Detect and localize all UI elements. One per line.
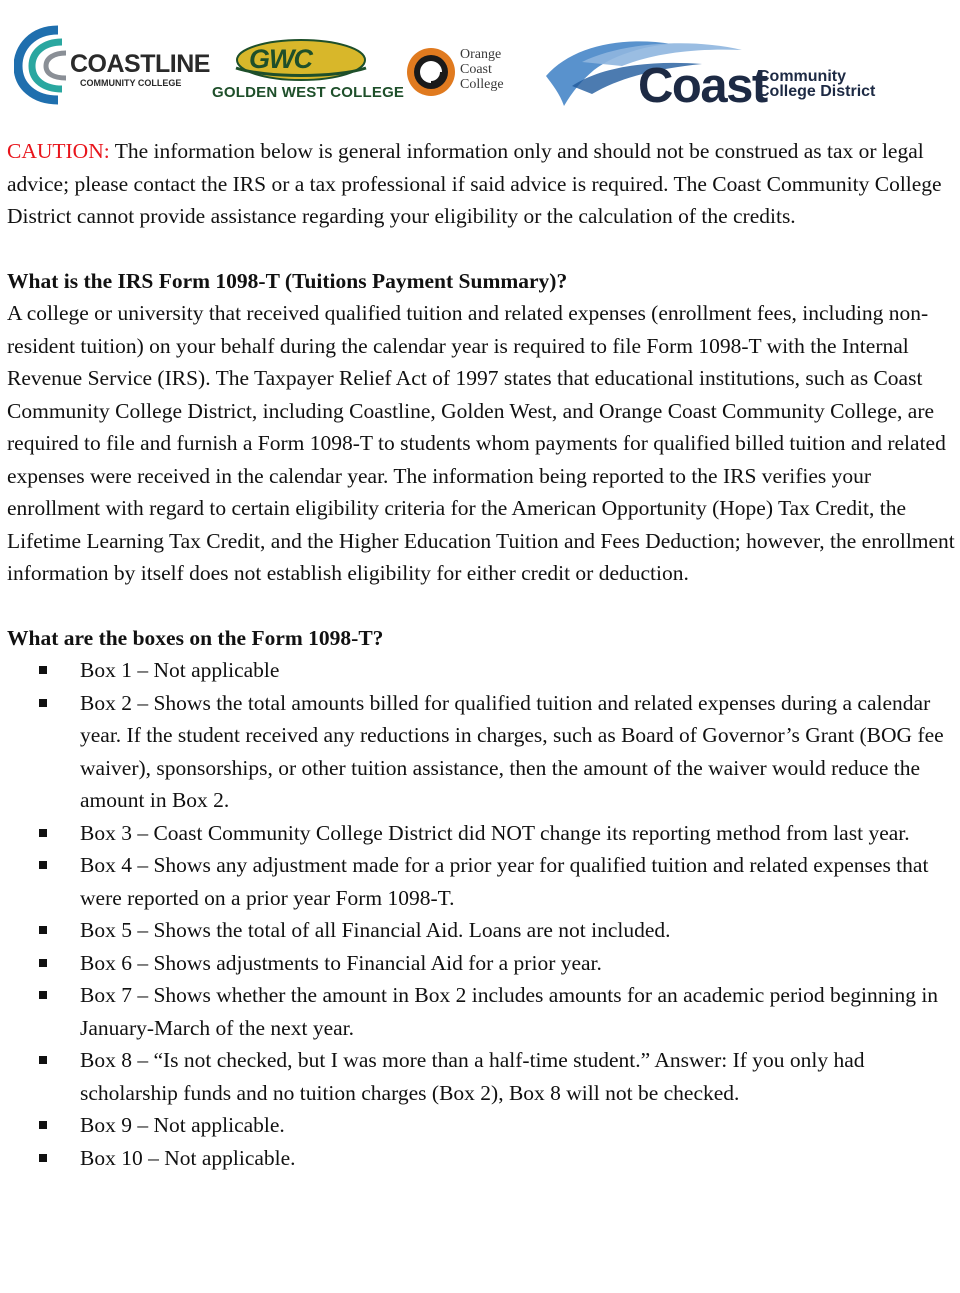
box-8-item <box>7 1044 957 1109</box>
box-5-text: Box 5 – Shows the total of all Financial Aid. Loans are not included. <box>80 918 671 942</box>
occ-circle-icon <box>404 40 458 102</box>
box-7-text: Box 7 – Shows whether the amount in Box 2 includes amounts for an academic period beginning in January-March of the next year. <box>80 983 939 1040</box>
box-9-text: Box 9 – Not applicable. <box>80 1113 285 1137</box>
square-bullet-icon <box>39 1154 47 1162</box>
ccd-main: Coast <box>638 59 767 113</box>
box-4-item <box>7 849 957 914</box>
box-10-text: Box 10 – Not applicable. <box>80 1145 296 1170</box>
box-10-item <box>7 1142 957 1175</box>
coastline-subtitle: COMMUNITY COLLEGE <box>80 78 182 88</box>
box-3-item <box>7 817 957 850</box>
gwc-mark: GWC <box>249 44 312 74</box>
document-body <box>7 135 957 1174</box>
box-4-text: Box 4 – Shows any adjustment made for a prior year for qualified tuition and related expenses that were reported on a prior year Form 1098-T. <box>80 853 929 910</box>
box-2-item <box>7 687 957 817</box>
square-bullet-icon <box>39 829 47 837</box>
box-5-item <box>7 914 957 947</box>
box-3-text: Box 3 – Coast Community College District did NOT change its reporting method from last year. <box>80 820 910 845</box>
ccd-sub-line1: Community <box>758 68 846 85</box>
form-1098t-description: A college or university that received qualified tuition and related expenses (enrollment fees, including non-resident tuition) on your behalf during the calendar year is required to file Form 1098-T with the Internal Revenue Service (IRS). The Taxpayer Relief Act of 1997 states that educational institutions, such as Coast Community College District, including Coastline, Golden West, and Orange Coast Community College, are required to file and furnish a Form 1098-T to students whom payments for qualified billed tuition and related expenses were received in the calendar year. The information being reported to the IRS verifies your enrollment with regard to certain eligibility criteria for the American Opportunity (Hope) Tax Credit, the Lifetime Learning Tax Credit, and the Higher Education Tuition and Fees Deduction; however, the enrollment information by itself does not establish eligibility for either credit or deduction. <box>7 301 955 585</box>
coastline-name: COASTLINE <box>70 50 210 78</box>
box-8-text: Box 8 – “Is not checked, but I was more than a half-time student.” Answer: If you only had scholarship funds and no tuition charges (Box 2), Box 8 will not be checked. <box>80 1048 865 1105</box>
ccd-subtitle <box>758 69 875 99</box>
square-bullet-icon <box>39 1056 47 1064</box>
box-7-item <box>7 979 957 1044</box>
coastline-logo <box>14 20 210 110</box>
square-bullet-icon <box>39 861 47 869</box>
boxes-list <box>7 654 957 1174</box>
box-1-item <box>7 654 957 687</box>
box-2-text: Box 2 – Shows the total amounts billed for qualified tuition and related expenses during a calendar year. If the student received any reductions in charges, such as Board of Governor’s Grant (BOG fee waiver), sponsorships, or other tuition assistance, then the amount of the waiver would reduce the amount in Box 2. <box>80 690 944 812</box>
occ-name-line3: College <box>460 77 504 92</box>
occ-name <box>460 47 504 92</box>
occ-name-line1: Orange <box>460 47 502 62</box>
gwc-logo <box>206 38 405 110</box>
occ-name-line2: Coast <box>460 62 492 77</box>
caution-paragraph <box>7 135 957 233</box>
box-9-item <box>7 1109 957 1142</box>
box-6-text: Box 6 – Shows adjustments to Financial Aid for a prior year. <box>80 950 602 975</box>
square-bullet-icon <box>39 699 47 707</box>
box-6-item <box>7 947 957 980</box>
caution-text: The information below is general information only and should not be construed as tax or legal advice; please contact the IRS or a tax professional if said advice is required. The Coast Community College District cannot provide assistance regarding your eligibility or the calculation of the credits. <box>7 139 942 228</box>
gwc-name: GOLDEN WEST COLLEGE <box>212 84 405 101</box>
caution-label: CAUTION: <box>7 139 110 163</box>
square-bullet-icon <box>39 959 47 967</box>
ccd-sub-line2: College District <box>758 83 876 100</box>
square-bullet-icon <box>39 666 47 674</box>
square-bullet-icon <box>39 991 47 999</box>
square-bullet-icon <box>39 926 47 934</box>
boxes-heading: What are the boxes on the Form 1098-T? <box>7 625 384 650</box>
logo-banner <box>0 0 960 120</box>
ccd-logo <box>542 36 890 112</box>
square-bullet-icon <box>39 1121 47 1129</box>
form-1098t-heading: What is the IRS Form 1098-T (Tuitions Payment Summary)? <box>7 268 568 293</box>
box-1-text: Box 1 – Not applicable <box>80 658 280 682</box>
occ-logo <box>404 40 534 106</box>
